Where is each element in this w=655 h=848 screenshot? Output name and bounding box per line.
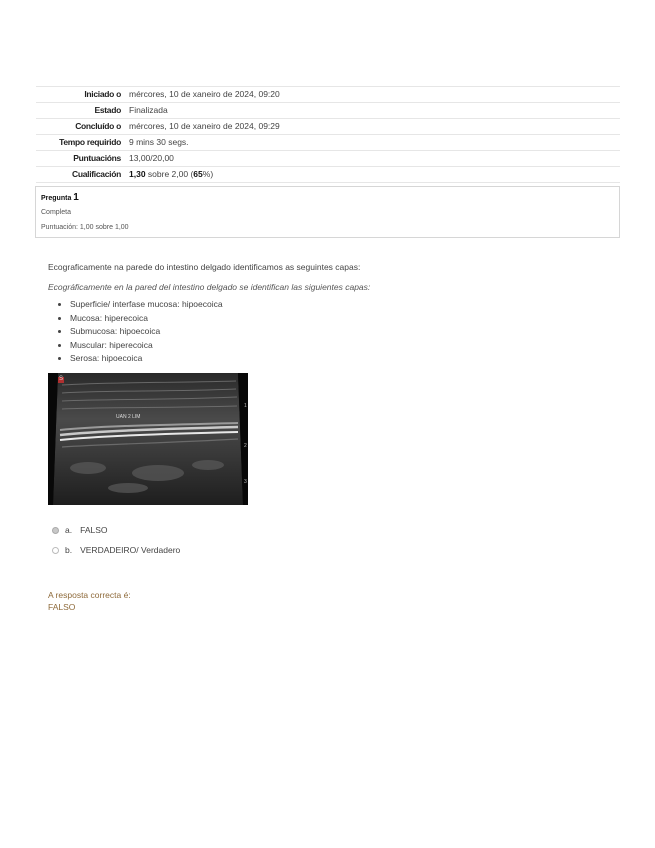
- question-info-box: [35, 186, 620, 238]
- radio-button-b[interactable]: [52, 547, 59, 554]
- summary-value: Finalizada: [129, 105, 168, 115]
- summary-label: Estado: [94, 105, 121, 115]
- answer-letter: b.: [65, 545, 73, 555]
- feedback-label: A resposta correcta é:: [48, 590, 131, 600]
- list-item: • Muscular: hiperecoica: [70, 339, 608, 353]
- image-corner-mark: S: [59, 376, 64, 382]
- summary-row-started: [36, 87, 620, 103]
- summary-label: Cualificación: [71, 169, 121, 179]
- question-number-value: 1: [73, 192, 79, 203]
- grade-middle: sobre 2,00 (: [147, 169, 194, 179]
- list-item: • Mucosa: hiperecoica: [70, 312, 608, 326]
- ultrasound-graphic: [48, 373, 248, 505]
- question-stem-spanish: Ecográficamente en la pared del intestino delgado se identifican las siguientes capas:: [48, 282, 371, 292]
- answer-option-a[interactable]: [52, 520, 180, 540]
- answer-options: [52, 520, 180, 560]
- depth-mark: 3: [244, 479, 247, 485]
- answer-text: FALSO: [80, 525, 108, 535]
- answer-option-b[interactable]: [52, 540, 180, 560]
- question-state: Completa: [41, 209, 71, 216]
- depth-mark: 2: [244, 443, 247, 449]
- summary-label: Iniciado o: [84, 89, 121, 99]
- depth-mark: 1: [244, 403, 247, 409]
- summary-row-grade: [36, 167, 620, 183]
- summary-row-marks: [36, 151, 620, 167]
- summary-value: 13,00/20,00: [129, 153, 174, 163]
- summary-row-completed: [36, 119, 620, 135]
- ultrasound-image: [48, 373, 248, 505]
- summary-label: Tempo requirido: [59, 137, 121, 147]
- summary-label: Puntuacións: [73, 153, 121, 163]
- question-label: Pregunta: [41, 195, 72, 202]
- question-stem: Ecograficamente na parede do intestino delgado identificamos as seguintes capas:: [48, 262, 361, 272]
- summary-value: mércores, 10 de xaneiro de 2024, 09:20: [129, 89, 280, 99]
- correct-answer-feedback: [48, 589, 131, 613]
- grade-suffix: %): [202, 169, 214, 179]
- summary-value: 9 mins 30 segs.: [129, 137, 189, 147]
- summary-label: Concluído o: [75, 121, 121, 131]
- summary-row-state: [36, 103, 620, 119]
- answer-text: VERDADEIRO/ Verdadero: [80, 545, 181, 555]
- question-content: [48, 262, 608, 366]
- question-number: [41, 192, 79, 203]
- list-item: • Submucosa: hipoecoica: [70, 325, 608, 339]
- answer-letter: a.: [65, 525, 73, 535]
- layer-list: [48, 298, 608, 366]
- feedback-answer: FALSO: [48, 602, 76, 612]
- radio-button-a[interactable]: [52, 527, 59, 534]
- grade-score: 1,30: [129, 169, 146, 179]
- grade-value: [129, 167, 213, 182]
- list-item: • Superficie/ interfase mucosa: hipoecoica: [70, 298, 608, 312]
- image-caption: UAN 2 LIM: [116, 414, 141, 420]
- grade-percent: 65: [193, 169, 203, 179]
- summary-value: mércores, 10 de xaneiro de 2024, 09:29: [129, 121, 280, 131]
- question-grade: Puntuación: 1,00 sobre 1,00: [41, 224, 129, 231]
- summary-row-time-taken: [36, 135, 620, 151]
- attempt-summary: [36, 86, 620, 183]
- list-item: • Serosa: hipoecoica: [70, 352, 608, 366]
